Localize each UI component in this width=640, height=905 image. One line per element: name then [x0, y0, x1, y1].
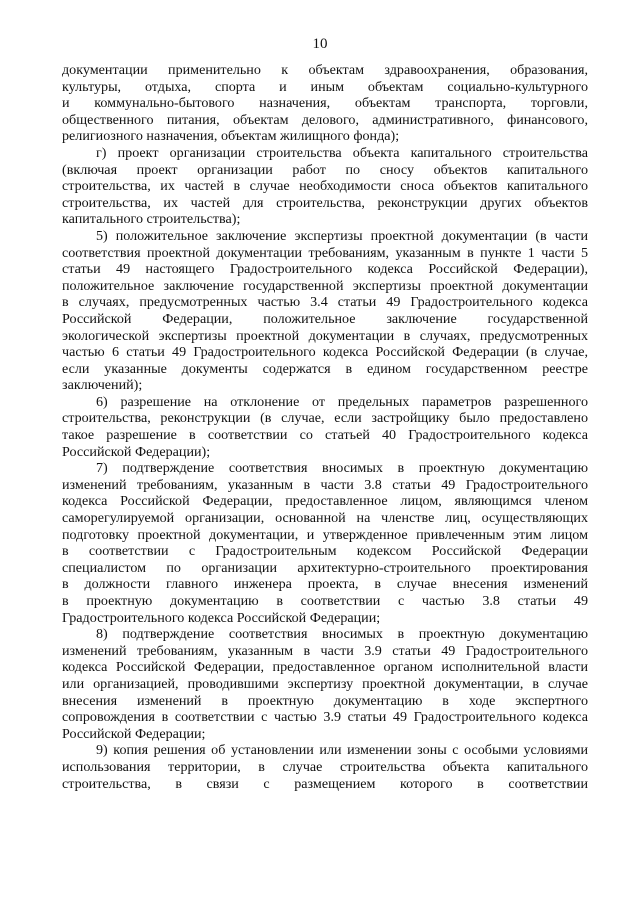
- text-line: если указанные документы содержатся в едином государственном реестре: [62, 360, 588, 377]
- text-line: изменений требованиям, указанным в части 3.9 статьи 49 Градостроительного: [62, 642, 588, 659]
- paragraph: [62, 626, 588, 742]
- text-line: подготовку проектной документации, и утвержденное привлеченным этим лицом: [62, 526, 588, 543]
- text-line: специалистом по организации архитектурно-строительного проектирования: [62, 559, 588, 576]
- text-line: в проектную документацию в соответствии с частью 3.8 статьи 49: [62, 593, 588, 609]
- text-line: саморегулируемой организации, основанной на членстве лиц, осуществляющих: [62, 510, 588, 527]
- text-line: в должности главного инженера проекта, в случае внесения изменений: [62, 576, 588, 593]
- text-line: и коммунально-бытового назначения, объектам транспорта, торговли,: [62, 95, 588, 112]
- text-line: религиозного назначения, объектам жилищного фонда);: [62, 128, 400, 145]
- text-line: изменений требованиям, указанным в части 3.8 статьи 49 Градостроительного: [62, 476, 588, 493]
- text-line: кодекса Российской Федерации, предоставленное лицом, являющимся членом: [62, 493, 588, 510]
- text-line: строительства, в связи с размещением которого в соответствии: [62, 775, 588, 792]
- text-line: строительства, их частей для строительства, реконструкции других объектов: [62, 194, 588, 211]
- page-number: 10: [312, 36, 328, 52]
- text-line: Российской Федерации);: [62, 443, 211, 460]
- text-line: Градостроительного кодекса Российской Федерации;: [62, 609, 381, 626]
- text-line: частью 6 статьи 49 Градостроительного кодекса Российской Федерации (в случае,: [62, 344, 588, 361]
- text-line: 7) подтверждение соответствия вносимых в проектную документацию: [96, 460, 588, 477]
- paragraph: [62, 228, 588, 394]
- text-line: в случаях, предусмотренных частью 3.4 статьи 49 Градостроительного кодекса: [62, 294, 588, 311]
- text-line: 5) положительное заключение экспертизы проектной документации (в части: [96, 227, 588, 244]
- paragraph: [62, 145, 588, 228]
- text-line: статьи 49 настоящего Градостроительного кодекса Российской Федерации),: [62, 261, 588, 278]
- text-line: капитального строительства);: [62, 211, 241, 228]
- paragraph: [62, 460, 588, 626]
- text-line: 6) разрешение на отклонение от предельных параметров разрешенного: [96, 393, 588, 410]
- text-line: в соответствии с Градостроительным кодексом Российской Федерации: [62, 543, 588, 560]
- text-line: документации применительно к объектам здравоохранения, образования,: [62, 62, 588, 78]
- text-line: заключений);: [62, 377, 143, 394]
- text-line: внесения изменений в проектную документацию в ходе экспертного: [62, 692, 588, 709]
- text-line: такое разрешение в соответствии со статьей 40 Градостроительного кодекса: [62, 427, 588, 444]
- text-line: кодекса Российской Федерации, предоставленное органом исполнительной власти: [62, 659, 588, 676]
- text-line: 8) подтверждение соответствия вносимых в проектную документацию: [96, 626, 588, 643]
- paragraph: [62, 742, 588, 792]
- text-line: экологической экспертизы проектной документации в случаях, предусмотренных: [62, 327, 588, 344]
- text-line: Российской Федерации;: [62, 725, 206, 742]
- text-line: положительное заключение государственной экспертизы проектной документации: [62, 277, 588, 294]
- text-line: культуры, отдыха, спорта и иным объектам социально-культурного: [62, 78, 588, 95]
- document-body: [62, 62, 588, 792]
- text-line: 9) копия решения об установлении или изменении зоны с особыми условиями: [96, 742, 588, 759]
- paragraph: [62, 62, 588, 145]
- text-line: строительства, реконструкции (в случае, если застройщику было предоставлено: [62, 410, 588, 427]
- text-line: использования территории, в случае строительства объекта капитального: [62, 758, 588, 775]
- text-line: Российской Федерации, положительное заключение государственной: [62, 310, 588, 327]
- text-line: г) проект организации строительства объекта капитального строительства: [96, 144, 588, 161]
- text-line: сопровождения в соответствии с частью 3.9 статьи 49 Градостроительного кодекса: [62, 709, 588, 726]
- text-line: (включая проект организации работ по сносу объектов капитального: [62, 161, 588, 178]
- text-line: строительства, их частей в случае необходимости сноса объектов капитального: [62, 178, 588, 195]
- text-line: соответствия проектной документации требованиям, указанным в пункте 1 части 5: [62, 244, 588, 261]
- paragraph: [62, 394, 588, 460]
- text-line: или организацией, проводившими экспертизу проектной документации, в случае: [62, 675, 588, 692]
- text-line: общественного питания, объектам делового, административного, финансового,: [62, 111, 588, 128]
